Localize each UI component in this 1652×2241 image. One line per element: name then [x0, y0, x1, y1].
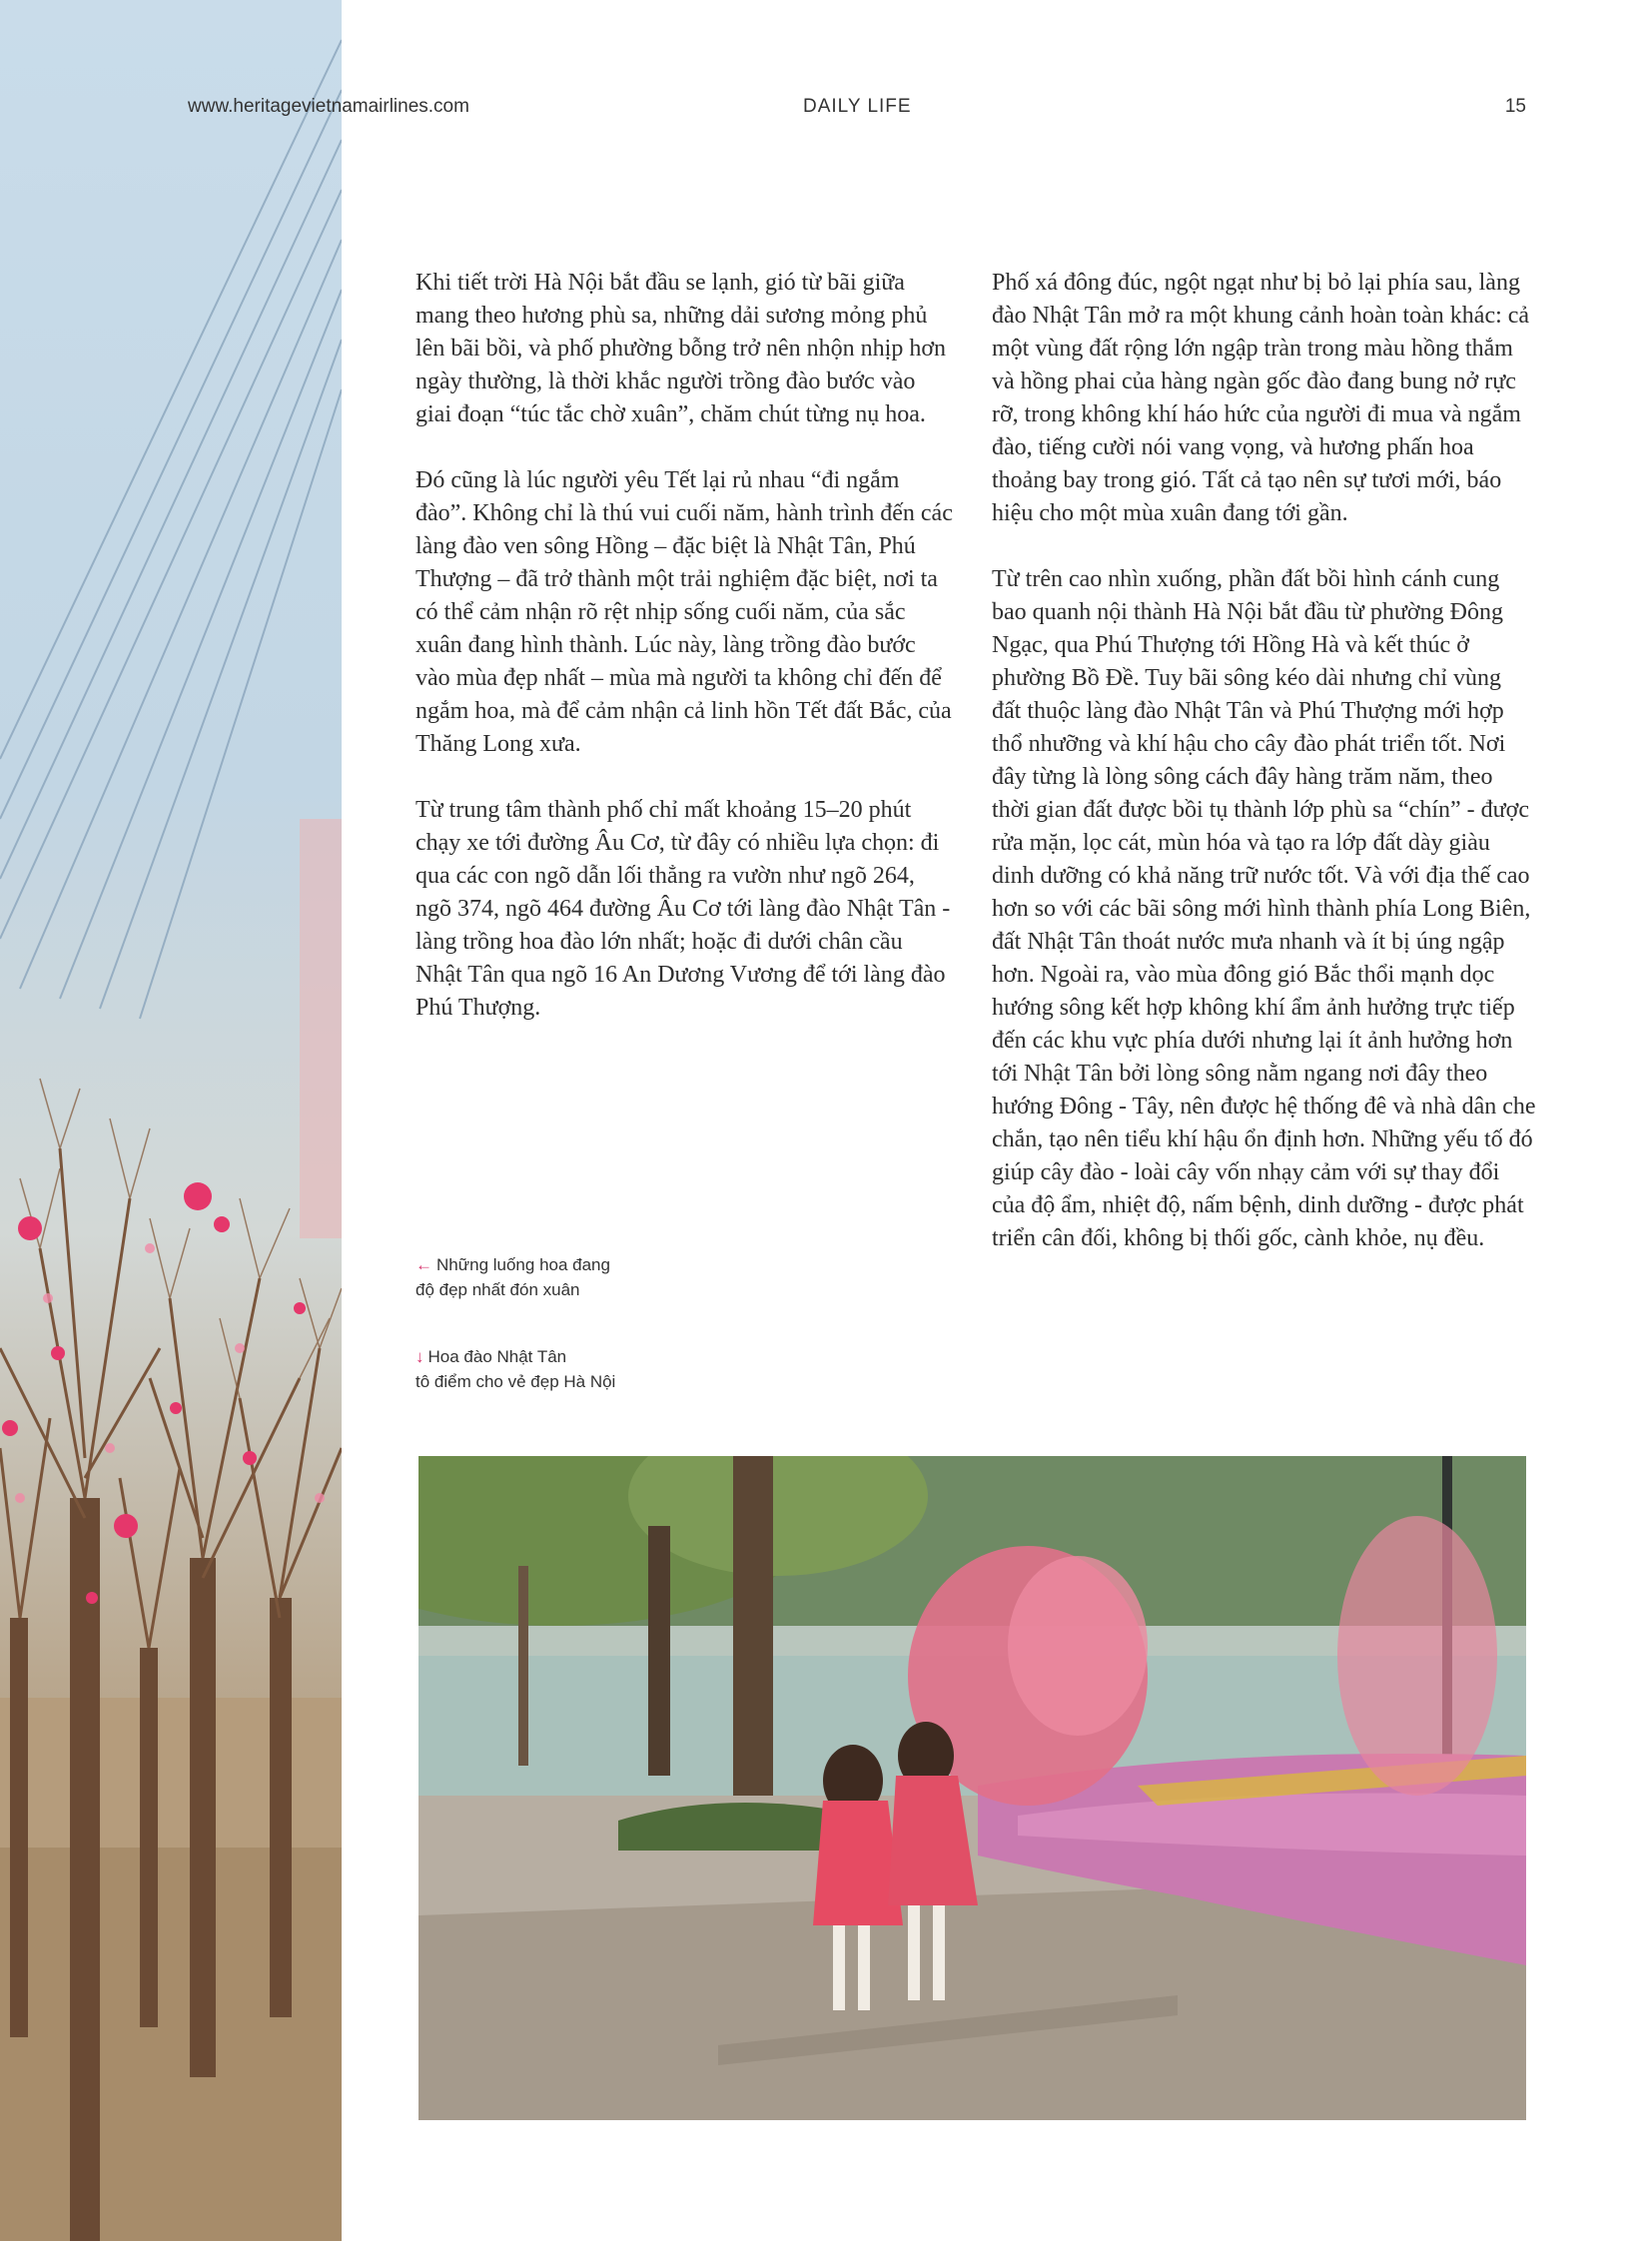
left-photo-peach-trees — [0, 0, 342, 2241]
bottom-photo-lake-park — [418, 1456, 1526, 2120]
article-column-left — [415, 267, 955, 1058]
caption-line: Hoa đào Nhật Tân — [427, 1347, 567, 1366]
paragraph: Khi tiết trời Hà Nội bắt đầu se lạnh, gió từ bãi giữa mang theo hương phù sa, những dải sương mỏng phủ lên bãi bồi, và phố phường bỗng trở nên nhộn nhịp hơn ngày thường, là thời khắc người trồng đào bước vào giai đoạn “túc tắc chờ xuân”, chăm chút từng nụ hoa. — [415, 270, 947, 427]
article-column-right — [992, 267, 1536, 1288]
arrow-left-icon: ← — [415, 1255, 432, 1274]
peach-tree-illustration — [0, 0, 342, 2241]
paragraph: Từ trên cao nhìn xuống, phần đất bồi hình cánh cung bao quanh nội thành Hà Nội bắt đầu từ phường Đông Ngạc, qua Phú Thượng tới Hồng Hà và kết thúc ở phường Bồ Đề. Tuy bãi sông kéo dài nhưng chỉ vùng đất thuộc làng đào Nhật Tân và Phú Thượng mới hợp thổ nhưỡng và khí hậu cho cây đào phát triển tốt. Nơi đây từng là lòng sông cách đây hàng trăm năm, theo thời gian đất được bồi tụ thành lớp phù sa “chín” - được rửa mặn, lọc cát, mùn hóa và tạo ra lớp đất dày giàu dinh dưỡng có khả năng trữ nước tốt. Và với địa thế cao hơn so với các bãi sông mới hình thành phía Long Biên, đất Nhật Tân thoát nước mưa nhanh và ít bị úng ngập hơn. Ngoài ra, vào mùa đông gió Bắc thổi mạnh dọc hướng sông kết hợp không khí ẩm ảnh hưởng trực tiếp đến các khu vực phía dưới nhưng lại ít ảnh hưởng hơn tới Nhật Tân bởi lòng sông nằm ngang nơi đây theo hướng Đông - Tây, nên được hệ thống đê và nhà dân che chắn, tạo nên tiểu khí hậu ổn định hơn. Những yếu tố đó giúp cây đào - loài cây vốn nhạy cảm với sự thay đổi của độ ẩm, nhiệt độ, nấm bệnh, dinh dưỡng - được phát triển cân đối, không bị thối gốc, cành khỏe, nụ đều. — [992, 566, 1536, 1251]
page-header — [188, 96, 1526, 126]
lake-park-illustration — [418, 1456, 1526, 2120]
caption-line: độ đẹp nhất đón xuân — [415, 1280, 580, 1299]
paragraph: Phố xá đông đúc, ngột ngạt như bị bỏ lại phía sau, làng đào Nhật Tân mở ra một khung cảnh hoàn toàn khác: cả một vùng đất rộng lớn ngập tràn trong màu hồng thắm và hồng phai của hàng ngàn gốc đào đang bung nở rực rỡ, trong không khí háo hức của người đi mua và ngắm đào, tiếng cười nói vang vọng, và hương phấn hoa thoảng bay trong gió. Tất cả tạo nên sự tươi mới, báo hiệu cho một mùa xuân đang tới gần. — [992, 270, 1530, 526]
website-url[interactable]: www.heritagevietnamairlines.com — [188, 96, 469, 117]
caption-line: Những luống hoa đang — [436, 1255, 610, 1274]
paragraph: Từ trung tâm thành phố chỉ mất khoảng 15–20 phút chạy xe tới đường Âu Cơ, từ đây có nhiều lựa chọn: đi qua các con ngõ dẫn lối thẳng ra vườn như ngõ 264, ngõ 374, ngõ 464 đường Âu Cơ tới làng đào Nhật Tân - làng trồng hoa đào lớn nhất; hoặc đi dưới chân cầu Nhật Tân qua ngõ 16 An Dương Vương để tới làng đào Phú Thượng. — [415, 797, 951, 1021]
caption-left-photo — [415, 1252, 675, 1302]
paragraph: Đó cũng là lúc người yêu Tết lại rủ nhau “đi ngắm đào”. Không chỉ là thú vui cuối năm, hành trình đến các làng đào ven sông Hồng – đặc biệt là Nhật Tân, Phú Thượng – đã trở thành một trải nghiệm đặc biệt, nơi ta có thể cảm nhận rõ rệt nhịp sống cuối năm, của sắc xuân đang hình thành. Lúc này, làng trồng đào bước vào mùa đẹp nhất – mùa mà người ta không chỉ đến để ngắm hoa, mà để cảm nhận cả linh hồn Tết đất Bắc, của Thăng Long xưa. — [415, 467, 953, 757]
caption-bottom-photo — [415, 1344, 675, 1394]
caption-line: tô điểm cho vẻ đẹp Hà Nội — [415, 1372, 616, 1391]
page-number: 15 — [1504, 96, 1526, 117]
arrow-down-icon: ↓ — [415, 1347, 424, 1366]
section-title: DAILY LIFE — [803, 96, 912, 117]
